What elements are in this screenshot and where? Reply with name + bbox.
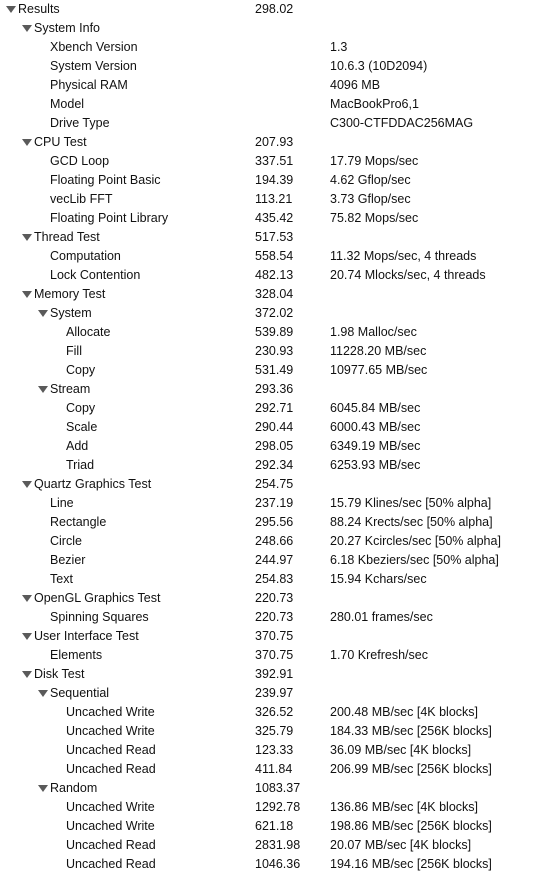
outline-group-row[interactable]	[0, 19, 539, 38]
row-score: 207.93	[255, 135, 294, 149]
disclosure-triangle-icon[interactable]	[38, 785, 48, 792]
row-detail: 10977.65 MB/sec	[330, 363, 428, 377]
row-score: 292.34	[255, 458, 294, 472]
outline-group-row[interactable]	[0, 304, 539, 323]
row-score: 113.21	[255, 192, 293, 206]
row-label: Stream	[50, 382, 91, 396]
outline-row	[0, 399, 539, 418]
outline-row	[0, 760, 539, 779]
outline-group-row[interactable]	[0, 380, 539, 399]
row-score: 370.75	[255, 629, 294, 643]
row-score: 539.89	[255, 325, 294, 339]
row-detail: 20.07 MB/sec [4K blocks]	[330, 838, 472, 852]
outline-row	[0, 361, 539, 380]
row-label: Quartz Graphics Test	[34, 477, 152, 491]
row-detail: 1.70 Krefresh/sec	[330, 648, 428, 662]
row-label: Line	[50, 496, 74, 510]
row-label: OpenGL Graphics Test	[34, 591, 161, 605]
row-label: Drive Type	[50, 116, 110, 130]
outline-row	[0, 323, 539, 342]
row-score: 239.97	[255, 686, 294, 700]
outline-group-row[interactable]	[0, 779, 539, 798]
row-score: 325.79	[255, 724, 294, 738]
row-label: Uncached Read	[66, 838, 156, 852]
disclosure-triangle-icon[interactable]	[22, 481, 32, 488]
row-detail: 11.32 Mops/sec, 4 threads	[330, 249, 477, 263]
disclosure-triangle-icon[interactable]	[6, 6, 16, 13]
disclosure-triangle-icon[interactable]	[38, 690, 48, 697]
row-detail: 184.33 MB/sec [256K blocks]	[330, 724, 492, 738]
row-label: System	[50, 306, 92, 320]
disclosure-triangle-icon[interactable]	[22, 234, 32, 241]
row-detail: C300-CTFDDAC256MAG	[330, 116, 474, 130]
outline-row	[0, 152, 539, 171]
row-detail: 36.09 MB/sec [4K blocks]	[330, 743, 472, 757]
row-detail: 6.18 Kbeziers/sec [50% alpha]	[330, 553, 499, 567]
row-detail: 3.73 Gflop/sec	[330, 192, 411, 206]
outline-row	[0, 817, 539, 836]
row-detail: 17.79 Mops/sec	[330, 154, 419, 168]
row-label: Scale	[66, 420, 98, 434]
row-detail: 280.01 frames/sec	[330, 610, 433, 624]
row-detail: 1.98 Malloc/sec	[330, 325, 417, 339]
outline-row	[0, 646, 539, 665]
disclosure-triangle-icon[interactable]	[22, 291, 32, 298]
row-score: 220.73	[255, 610, 294, 624]
outline-row	[0, 836, 539, 855]
outline-row	[0, 532, 539, 551]
row-label: Results	[18, 2, 60, 16]
outline-row	[0, 114, 539, 133]
row-detail: 206.99 MB/sec [256K blocks]	[330, 762, 492, 776]
row-label: Uncached Write	[66, 724, 155, 738]
row-detail: 198.86 MB/sec [256K blocks]	[330, 819, 492, 833]
row-label: GCD Loop	[50, 154, 110, 168]
outline-row	[0, 703, 539, 722]
outline-group-row[interactable]	[0, 0, 539, 19]
row-score: 558.54	[255, 249, 294, 263]
outline-row	[0, 418, 539, 437]
row-label: Copy	[66, 363, 96, 377]
outline-row	[0, 608, 539, 627]
row-label: Spinning Squares	[50, 610, 149, 624]
row-score: 1292.78	[255, 800, 301, 814]
row-label: Uncached Read	[66, 857, 156, 871]
row-score: 435.42	[255, 211, 294, 225]
row-score: 248.66	[255, 534, 294, 548]
outline-group-row[interactable]	[0, 285, 539, 304]
row-detail: 10.6.3 (10D2094)	[330, 59, 428, 73]
disclosure-triangle-icon[interactable]	[22, 633, 32, 640]
row-label: Physical RAM	[50, 78, 128, 92]
row-label: Fill	[66, 344, 82, 358]
outline-row	[0, 57, 539, 76]
outline-row	[0, 494, 539, 513]
row-label: User Interface Test	[34, 629, 139, 643]
row-score: 392.91	[255, 667, 294, 681]
row-detail: 136.86 MB/sec [4K blocks]	[330, 800, 478, 814]
row-label: Thread Test	[34, 230, 100, 244]
row-detail: 20.27 Kcircles/sec [50% alpha]	[330, 534, 501, 548]
row-score: 295.56	[255, 515, 294, 529]
row-label: Triad	[66, 458, 95, 472]
row-label: System Info	[34, 21, 100, 35]
outline-row	[0, 190, 539, 209]
row-detail: 15.94 Kchars/sec	[330, 572, 427, 586]
row-detail: 75.82 Mops/sec	[330, 211, 419, 225]
outline-group-row[interactable]	[0, 228, 539, 247]
row-score: 2831.98	[255, 838, 301, 852]
row-score: 370.75	[255, 648, 294, 662]
row-detail: 1.3	[330, 40, 348, 54]
row-score: 293.36	[255, 382, 294, 396]
outline-row	[0, 513, 539, 532]
row-label: System Version	[50, 59, 137, 73]
row-detail: 200.48 MB/sec [4K blocks]	[330, 705, 478, 719]
row-label: Uncached Write	[66, 800, 155, 814]
row-label: Text	[50, 572, 73, 586]
row-detail: 6349.19 MB/sec	[330, 439, 421, 453]
row-label: Memory Test	[34, 287, 106, 301]
row-score: 254.75	[255, 477, 294, 491]
disclosure-triangle-icon[interactable]	[22, 25, 32, 32]
row-score: 411.84	[255, 762, 293, 776]
disclosure-triangle-icon[interactable]	[38, 386, 48, 393]
row-detail: 6045.84 MB/sec	[330, 401, 421, 415]
outline-group-row[interactable]	[0, 665, 539, 684]
row-label: CPU Test	[34, 135, 87, 149]
row-label: Bezier	[50, 553, 86, 567]
row-detail: MacBookPro6,1	[330, 97, 419, 111]
outline-row	[0, 551, 539, 570]
row-score: 337.51	[255, 154, 294, 168]
row-score: 292.71	[255, 401, 294, 415]
outline-group-row[interactable]	[0, 684, 539, 703]
row-detail: 15.79 Klines/sec [50% alpha]	[330, 496, 492, 510]
row-score: 328.04	[255, 287, 294, 301]
outline-row	[0, 798, 539, 817]
row-score: 298.02	[255, 2, 294, 16]
row-score: 244.97	[255, 553, 294, 567]
row-score: 326.52	[255, 705, 294, 719]
row-score: 237.19	[255, 496, 294, 510]
row-score: 1046.36	[255, 857, 301, 871]
row-score: 372.02	[255, 306, 294, 320]
row-score: 123.33	[255, 743, 294, 757]
outline-row	[0, 76, 539, 95]
row-label: Uncached Write	[66, 705, 155, 719]
outline-row	[0, 209, 539, 228]
outline-row	[0, 855, 539, 874]
row-detail: 4.62 Gflop/sec	[330, 173, 411, 187]
outline-group-row[interactable]	[0, 475, 539, 494]
outline-row	[0, 95, 539, 114]
row-score: 220.73	[255, 591, 294, 605]
outline-row	[0, 342, 539, 361]
row-score: 621.18	[255, 819, 294, 833]
row-detail: 4096 MB	[330, 78, 381, 92]
row-score: 254.83	[255, 572, 294, 586]
outline-row	[0, 437, 539, 456]
row-detail: 88.24 Krects/sec [50% alpha]	[330, 515, 493, 529]
outline-row	[0, 570, 539, 589]
row-detail: 20.74 Mlocks/sec, 4 threads	[330, 268, 486, 282]
row-label: Uncached Read	[66, 743, 156, 757]
row-score: 482.13	[255, 268, 294, 282]
row-label: Rectangle	[50, 515, 107, 529]
row-label: Model	[50, 97, 85, 111]
row-label: Random	[50, 781, 98, 795]
outline-group-row[interactable]	[0, 133, 539, 152]
outline-group-row[interactable]	[0, 589, 539, 608]
row-label: Disk Test	[34, 667, 85, 681]
row-label: Computation	[50, 249, 121, 263]
row-label: Uncached Read	[66, 762, 156, 776]
row-label: Floating Point Library	[50, 211, 169, 225]
row-score: 517.53	[255, 230, 294, 244]
outline-row	[0, 722, 539, 741]
row-label: Add	[66, 439, 89, 453]
outline-row	[0, 741, 539, 760]
outline-row	[0, 266, 539, 285]
outline-group-row[interactable]	[0, 627, 539, 646]
row-score: 1083.37	[255, 781, 301, 795]
row-score: 230.93	[255, 344, 294, 358]
row-score: 531.49	[255, 363, 294, 377]
outline-row	[0, 456, 539, 475]
row-label: Circle	[50, 534, 82, 548]
row-label: Copy	[66, 401, 96, 415]
row-label: Sequential	[50, 686, 110, 700]
row-label: Elements	[50, 648, 103, 662]
row-score: 290.44	[255, 420, 294, 434]
disclosure-triangle-icon[interactable]	[22, 139, 32, 146]
disclosure-triangle-icon[interactable]	[22, 671, 32, 678]
row-detail: 6000.43 MB/sec	[330, 420, 421, 434]
row-detail: 11228.20 MB/sec	[330, 344, 427, 358]
row-score: 194.39	[255, 173, 294, 187]
row-label: Allocate	[66, 325, 111, 339]
row-label: Xbench Version	[50, 40, 138, 54]
row-label: vecLib FFT	[50, 192, 113, 206]
disclosure-triangle-icon[interactable]	[38, 310, 48, 317]
outline-row	[0, 171, 539, 190]
outline-row	[0, 247, 539, 266]
row-detail: 194.16 MB/sec [256K blocks]	[330, 857, 492, 871]
row-score: 298.05	[255, 439, 294, 453]
row-label: Uncached Write	[66, 819, 155, 833]
row-label: Lock Contention	[50, 268, 141, 282]
outline-row	[0, 38, 539, 57]
disclosure-triangle-icon[interactable]	[22, 595, 32, 602]
row-label: Floating Point Basic	[50, 173, 161, 187]
row-detail: 6253.93 MB/sec	[330, 458, 421, 472]
